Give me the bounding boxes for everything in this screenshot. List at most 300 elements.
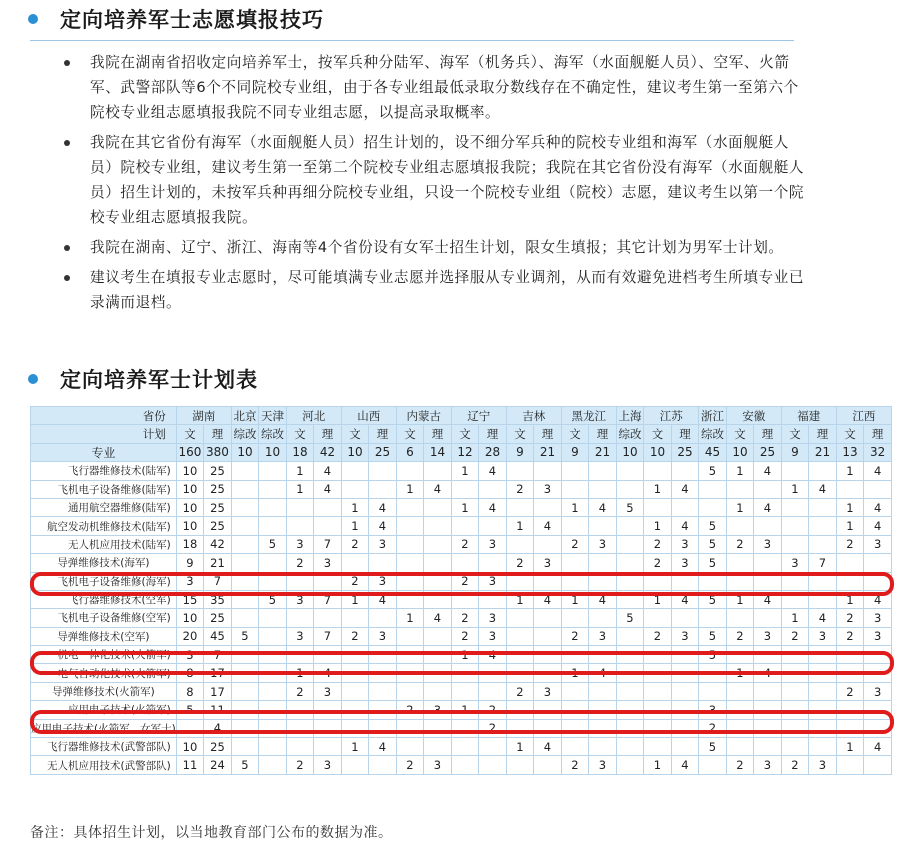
quota-cell	[424, 572, 452, 590]
quota-cell	[726, 572, 754, 590]
type-header: 文	[836, 425, 864, 443]
quota-cell: 10	[176, 498, 204, 516]
quota-cell: 25	[204, 498, 232, 516]
province-header: 湖南	[176, 407, 231, 425]
quota-cell	[231, 480, 259, 498]
quota-cell	[809, 572, 837, 590]
total-cell: 9	[506, 443, 534, 461]
quota-cell: 4	[864, 498, 892, 516]
quota-cell	[616, 756, 644, 774]
quota-cell	[451, 590, 479, 608]
quota-cell	[671, 462, 699, 480]
quota-cell	[369, 480, 397, 498]
quota-cell	[644, 682, 672, 700]
quota-cell	[561, 480, 589, 498]
quota-cell	[589, 572, 617, 590]
quota-cell: 1	[341, 517, 369, 535]
quota-cell	[534, 609, 562, 627]
quota-cell	[176, 719, 204, 737]
total-cell: 25	[369, 443, 397, 461]
quota-cell: 1	[506, 517, 534, 535]
quota-cell: 5	[259, 535, 287, 553]
quota-cell	[396, 572, 424, 590]
quota-cell: 18	[176, 535, 204, 553]
total-cell: 380	[204, 443, 232, 461]
quota-cell	[314, 719, 342, 737]
quota-cell: 3	[369, 535, 397, 553]
quota-cell	[259, 701, 287, 719]
total-cell: 45	[699, 443, 727, 461]
quota-cell: 4	[864, 462, 892, 480]
quota-cell: 3	[864, 627, 892, 645]
quota-cell	[616, 627, 644, 645]
quota-cell	[781, 572, 809, 590]
quota-cell	[616, 590, 644, 608]
quota-cell: 2	[286, 756, 314, 774]
quota-cell: 2	[341, 627, 369, 645]
quota-cell: 5	[616, 609, 644, 627]
quota-cell: 1	[561, 498, 589, 516]
province-label: 省份	[31, 407, 177, 425]
quota-cell	[369, 462, 397, 480]
quota-cell: 1	[506, 738, 534, 756]
type-header: 文	[341, 425, 369, 443]
quota-cell	[754, 682, 782, 700]
quota-cell	[341, 480, 369, 498]
quota-cell	[781, 462, 809, 480]
quota-cell: 4	[671, 480, 699, 498]
quota-cell: 7	[314, 590, 342, 608]
quota-cell	[809, 462, 837, 480]
quota-cell: 7	[204, 572, 232, 590]
header-total-row	[31, 443, 892, 461]
quota-cell: 1	[836, 498, 864, 516]
quota-cell	[754, 572, 782, 590]
quota-cell	[754, 701, 782, 719]
quota-cell: 1	[781, 480, 809, 498]
quota-cell	[726, 719, 754, 737]
quota-cell	[781, 701, 809, 719]
total-cell: 160	[176, 443, 204, 461]
quota-cell: 5	[699, 590, 727, 608]
quota-cell	[836, 480, 864, 498]
quota-cell	[506, 572, 534, 590]
quota-cell: 8	[176, 664, 204, 682]
quota-cell	[616, 535, 644, 553]
quota-cell: 4	[809, 480, 837, 498]
quota-cell: 2	[836, 627, 864, 645]
quota-cell	[424, 517, 452, 535]
quota-cell	[561, 609, 589, 627]
type-header: 理	[479, 425, 507, 443]
table-row	[31, 462, 892, 480]
quota-cell: 1	[726, 498, 754, 516]
header-province-row	[31, 407, 892, 425]
quota-cell	[396, 646, 424, 664]
quota-cell	[369, 701, 397, 719]
table-row	[31, 719, 892, 737]
quota-cell	[561, 719, 589, 737]
quota-cell: 5	[616, 498, 644, 516]
quota-cell: 3	[781, 554, 809, 572]
quota-cell: 1	[451, 701, 479, 719]
quota-cell	[589, 719, 617, 737]
quota-cell	[699, 756, 727, 774]
major-cell: 飞机电子设备维修(陆军)	[31, 480, 177, 498]
quota-cell: 3	[369, 627, 397, 645]
quota-cell: 1	[396, 480, 424, 498]
type-header: 文	[726, 425, 754, 443]
quota-cell	[561, 701, 589, 719]
quota-cell: 3	[534, 480, 562, 498]
quota-cell: 3	[699, 701, 727, 719]
quota-cell	[341, 664, 369, 682]
quota-cell: 2	[506, 554, 534, 572]
quota-cell	[506, 498, 534, 516]
quota-cell: 4	[671, 517, 699, 535]
table-row	[31, 738, 892, 756]
province-header: 黑龙江	[561, 407, 616, 425]
quota-cell: 2	[836, 535, 864, 553]
type-header: 理	[534, 425, 562, 443]
quota-cell	[534, 627, 562, 645]
quota-cell: 5	[699, 517, 727, 535]
quota-cell	[451, 719, 479, 737]
quota-cell	[726, 738, 754, 756]
quota-cell	[671, 701, 699, 719]
type-header: 理	[369, 425, 397, 443]
quota-cell: 3	[176, 646, 204, 664]
quota-cell: 35	[204, 590, 232, 608]
quota-cell: 7	[204, 646, 232, 664]
quota-cell: 1	[781, 609, 809, 627]
quota-cell: 3	[864, 682, 892, 700]
quota-cell	[589, 480, 617, 498]
quota-cell	[396, 590, 424, 608]
quota-cell	[341, 701, 369, 719]
quota-cell	[506, 701, 534, 719]
quota-cell	[259, 554, 287, 572]
quota-cell: 3	[424, 701, 452, 719]
section-title-text: 定向培养军士计划表	[60, 368, 258, 392]
quota-cell	[286, 719, 314, 737]
quota-cell	[671, 609, 699, 627]
quota-cell: 3	[479, 609, 507, 627]
major-cell: 飞行器维修技术(陆军)	[31, 462, 177, 480]
quota-cell: 8	[176, 682, 204, 700]
quota-cell: 3	[589, 535, 617, 553]
quota-cell: 4	[589, 498, 617, 516]
quota-cell	[506, 664, 534, 682]
quota-cell	[726, 480, 754, 498]
quota-cell	[534, 701, 562, 719]
total-cell: 21	[809, 443, 837, 461]
type-header: 文	[286, 425, 314, 443]
type-header: 理	[424, 425, 452, 443]
type-header: 综改	[231, 425, 259, 443]
quota-cell	[616, 480, 644, 498]
quota-cell: 3	[479, 535, 507, 553]
quota-cell	[754, 517, 782, 535]
quota-cell	[369, 554, 397, 572]
quota-cell: 1	[451, 498, 479, 516]
quota-cell	[644, 701, 672, 719]
quota-cell: 1	[644, 480, 672, 498]
quota-cell	[864, 646, 892, 664]
quota-cell: 4	[534, 590, 562, 608]
table-row	[31, 535, 892, 553]
quota-cell: 1	[286, 480, 314, 498]
quota-cell: 3	[534, 554, 562, 572]
type-header: 文	[396, 425, 424, 443]
quota-cell	[424, 682, 452, 700]
quota-cell: 2	[396, 756, 424, 774]
total-cell: 9	[561, 443, 589, 461]
quota-cell: 3	[589, 627, 617, 645]
quota-cell	[809, 682, 837, 700]
total-cell: 10	[259, 443, 287, 461]
tip-item: 我院在湖南、辽宁、浙江、海南等4个省份设有女军士招生计划，限女生填报；其它计划为男军士计划。	[58, 235, 808, 260]
quota-cell: 3	[176, 572, 204, 590]
quota-cell	[396, 517, 424, 535]
quota-cell: 1	[341, 590, 369, 608]
total-cell: 10	[726, 443, 754, 461]
major-cell: 飞行器维修技术(空军)	[31, 590, 177, 608]
table-row	[31, 554, 892, 572]
quota-cell: 2	[396, 701, 424, 719]
table-row	[31, 609, 892, 627]
quota-cell: 3	[589, 756, 617, 774]
quota-cell: 4	[369, 498, 397, 516]
quota-cell: 4	[369, 738, 397, 756]
quota-cell	[864, 756, 892, 774]
quota-cell	[809, 646, 837, 664]
total-cell: 42	[314, 443, 342, 461]
quota-cell	[479, 664, 507, 682]
quota-cell: 1	[726, 590, 754, 608]
quota-cell: 4	[479, 646, 507, 664]
quota-cell	[424, 664, 452, 682]
quota-cell	[341, 719, 369, 737]
quota-cell	[479, 756, 507, 774]
quota-cell	[864, 719, 892, 737]
quota-cell: 11	[204, 701, 232, 719]
type-header: 综改	[699, 425, 727, 443]
quota-cell	[231, 517, 259, 535]
quota-cell	[534, 664, 562, 682]
quota-cell	[864, 572, 892, 590]
quota-cell	[396, 719, 424, 737]
quota-cell	[341, 682, 369, 700]
quota-cell	[259, 756, 287, 774]
quota-cell	[314, 609, 342, 627]
total-cell: 21	[534, 443, 562, 461]
type-header: 文	[506, 425, 534, 443]
quota-cell: 1	[836, 590, 864, 608]
quota-cell: 3	[424, 756, 452, 774]
quota-cell: 10	[176, 462, 204, 480]
quota-cell	[561, 682, 589, 700]
quota-cell	[534, 498, 562, 516]
quota-cell	[286, 646, 314, 664]
quota-cell	[369, 719, 397, 737]
type-header: 理	[671, 425, 699, 443]
quota-cell: 2	[479, 701, 507, 719]
quota-cell	[754, 738, 782, 756]
quota-cell	[699, 682, 727, 700]
quota-cell: 7	[314, 627, 342, 645]
quota-cell	[424, 554, 452, 572]
quota-cell	[286, 498, 314, 516]
type-header: 文	[451, 425, 479, 443]
quota-cell	[836, 646, 864, 664]
quota-cell	[506, 719, 534, 737]
plan-table	[30, 406, 892, 775]
quota-cell	[479, 738, 507, 756]
type-header: 文	[176, 425, 204, 443]
quota-cell	[836, 719, 864, 737]
quota-cell: 2	[286, 682, 314, 700]
quota-cell: 24	[204, 756, 232, 774]
quota-cell	[479, 590, 507, 608]
major-cell: 电气自动化技术(火箭军)	[31, 664, 177, 682]
quota-cell: 2	[644, 554, 672, 572]
quota-cell	[259, 664, 287, 682]
quota-cell: 3	[671, 554, 699, 572]
plan-label: 计划	[31, 425, 177, 443]
quota-cell: 5	[699, 646, 727, 664]
quota-cell	[424, 498, 452, 516]
province-header: 江苏	[644, 407, 699, 425]
quota-cell	[396, 498, 424, 516]
table-row	[31, 756, 892, 774]
province-header: 河北	[286, 407, 341, 425]
quota-cell: 4	[369, 590, 397, 608]
quota-cell: 3	[754, 627, 782, 645]
quota-cell	[341, 609, 369, 627]
tip-item: 我院在其它省份有海军（水面舰艇人员）招生计划的，设不细分军兵种的院校专业组和海军（水面舰艇人员）院校专业组，建议考生第一至第二个院校专业组志愿填报我院；我院在其它省份没有海军（水面舰艇人员）招生计划的，未按军兵种再细分院校专业组，只设一个院校专业组（院校）志愿，建议考生以第一个院校专业组志愿填报我院。	[58, 130, 808, 230]
quota-cell	[259, 738, 287, 756]
total-cell: 25	[671, 443, 699, 461]
quota-cell: 4	[809, 609, 837, 627]
quota-cell	[809, 719, 837, 737]
quota-cell	[589, 462, 617, 480]
quota-cell	[396, 462, 424, 480]
quota-cell	[726, 554, 754, 572]
quota-cell: 5	[231, 627, 259, 645]
quota-cell: 4	[479, 498, 507, 516]
quota-cell: 5	[699, 535, 727, 553]
quota-cell: 4	[534, 738, 562, 756]
quota-cell: 2	[644, 627, 672, 645]
quota-cell: 1	[836, 738, 864, 756]
quota-cell	[314, 646, 342, 664]
province-header: 辽宁	[451, 407, 506, 425]
type-header: 综改	[259, 425, 287, 443]
major-cell: 通用航空器维修(陆军)	[31, 498, 177, 516]
quota-cell	[451, 517, 479, 535]
quota-cell	[699, 498, 727, 516]
major-cell: 导弹维修技术(火箭军)	[31, 682, 177, 700]
quota-cell	[754, 609, 782, 627]
quota-cell	[836, 554, 864, 572]
quota-cell: 15	[176, 590, 204, 608]
province-header: 内蒙古	[396, 407, 451, 425]
quota-cell	[671, 719, 699, 737]
quota-cell: 4	[314, 462, 342, 480]
quota-cell	[231, 738, 259, 756]
quota-cell: 25	[204, 517, 232, 535]
quota-cell	[369, 609, 397, 627]
total-cell: 32	[864, 443, 892, 461]
total-cell: 13	[836, 443, 864, 461]
quota-cell	[479, 480, 507, 498]
quota-cell: 2	[341, 572, 369, 590]
table-row	[31, 646, 892, 664]
quota-cell: 4	[589, 664, 617, 682]
quota-cell: 2	[506, 480, 534, 498]
quota-cell: 4	[671, 590, 699, 608]
quota-cell	[561, 646, 589, 664]
quota-cell	[231, 682, 259, 700]
quota-cell: 3	[534, 682, 562, 700]
major-cell: 飞行器维修技术(武警部队)	[31, 738, 177, 756]
quota-cell	[589, 738, 617, 756]
quota-cell: 4	[314, 480, 342, 498]
quota-cell	[616, 646, 644, 664]
quota-cell: 5	[699, 627, 727, 645]
table-note: 备注：具体招生计划，以当地教育部门公布的数据为准。	[30, 825, 393, 841]
quota-cell	[781, 535, 809, 553]
quota-cell: 4	[864, 590, 892, 608]
quota-cell	[561, 517, 589, 535]
major-label: 专业	[31, 443, 177, 461]
major-cell: 飞机电子设备维修(海军)	[31, 572, 177, 590]
quota-cell	[341, 462, 369, 480]
total-cell: 10	[231, 443, 259, 461]
quota-cell	[231, 535, 259, 553]
quota-cell	[396, 738, 424, 756]
major-cell: 导弹维修技术(海军)	[31, 554, 177, 572]
quota-cell	[451, 756, 479, 774]
quota-cell	[671, 682, 699, 700]
total-cell: 10	[616, 443, 644, 461]
quota-cell	[561, 738, 589, 756]
quota-cell: 4	[479, 462, 507, 480]
quota-cell: 25	[204, 609, 232, 627]
quota-cell	[754, 480, 782, 498]
quota-cell	[809, 590, 837, 608]
quota-cell	[836, 701, 864, 719]
quota-cell	[616, 554, 644, 572]
quota-cell: 5	[231, 756, 259, 774]
quota-cell: 2	[561, 756, 589, 774]
quota-cell: 7	[809, 554, 837, 572]
quota-cell	[726, 609, 754, 627]
quota-cell: 4	[671, 756, 699, 774]
quota-cell: 2	[781, 627, 809, 645]
quota-cell	[286, 572, 314, 590]
total-cell: 6	[396, 443, 424, 461]
quota-cell: 2	[836, 682, 864, 700]
quota-cell	[259, 480, 287, 498]
table-row	[31, 701, 892, 719]
type-header: 理	[754, 425, 782, 443]
quota-cell: 5	[176, 701, 204, 719]
quota-cell	[479, 682, 507, 700]
quota-cell	[864, 701, 892, 719]
quota-cell	[589, 646, 617, 664]
